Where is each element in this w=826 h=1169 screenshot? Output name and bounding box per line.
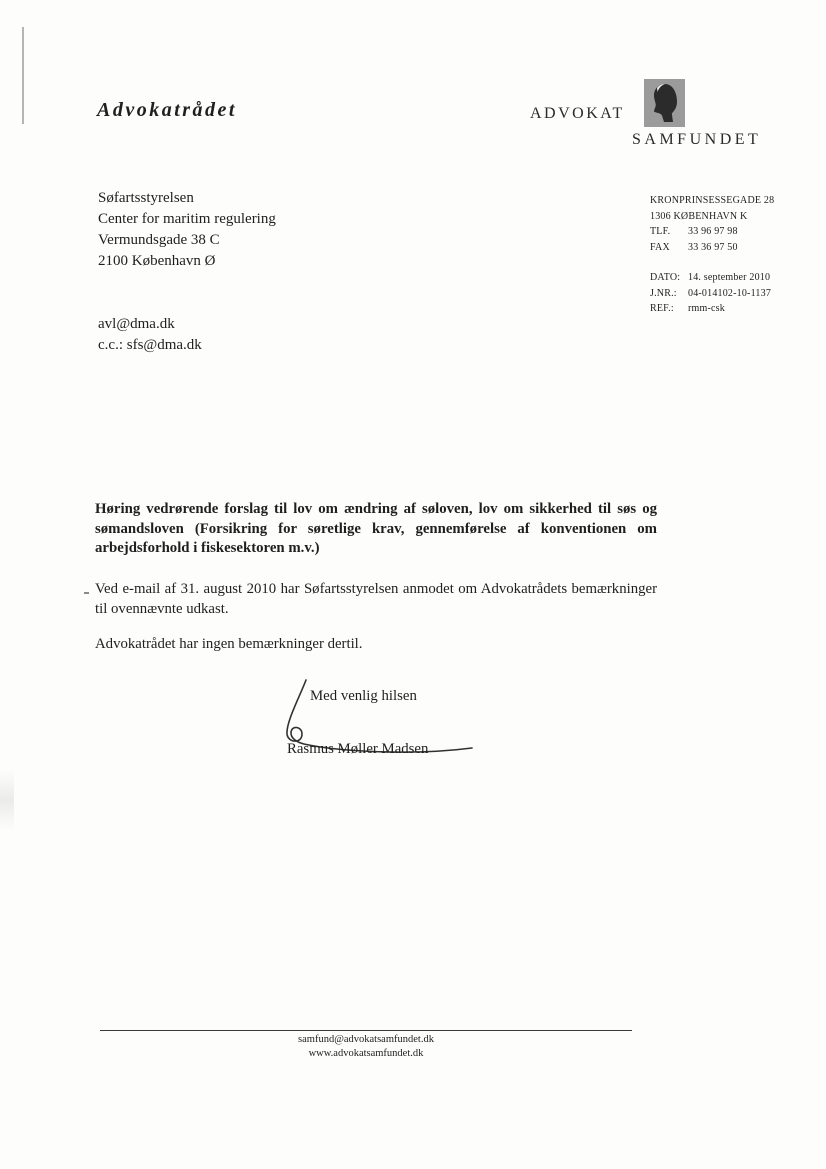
- advokatsamfundet-logo-icon: [644, 79, 685, 127]
- date-row: [650, 270, 774, 286]
- journal-number-row: [650, 286, 774, 302]
- fax-label: FAX: [650, 241, 670, 253]
- reference-row: [650, 301, 774, 317]
- phone-value: 33 96 97 98: [688, 226, 738, 237]
- email-line: avl@dma.dk: [98, 316, 175, 332]
- fax-value: 33 36 97 50: [688, 241, 738, 253]
- signer-name: Rasmus Møller Madsen: [287, 741, 429, 757]
- recipient-line: 2100 København Ø: [98, 253, 216, 269]
- recipient-address-block: [98, 188, 276, 272]
- sender-address-line: KRONPRINSESSEGADE 28: [650, 195, 775, 206]
- letter-closing: Med venlig hilsen: [310, 688, 417, 704]
- letter-paragraph: Ved e-mail af 31. august 2010 har Søfartsstyrelsen anmodet om Advokatrådets bemærkninger til ovennævnte udkast.: [95, 581, 657, 617]
- reference-value: rmm-csk: [688, 303, 725, 314]
- fax-row: [650, 240, 774, 256]
- date-label: DATO:: [650, 272, 681, 283]
- journal-number-label: J.NR.:: [650, 287, 677, 299]
- recipient-line: Center for maritim regulering: [98, 211, 276, 227]
- date-value: 14. september 2010: [688, 272, 771, 283]
- footer-block: [100, 1033, 632, 1061]
- recipient-line: Vermundsgade 38 C: [98, 232, 220, 248]
- contact-spacer: [650, 255, 774, 270]
- sender-contact-block: [650, 193, 774, 317]
- footer-email: samfund@advokatsamfundet.dk: [298, 1034, 434, 1045]
- logo-text-advokat: ADVOKAT: [530, 105, 625, 122]
- email-address-block: [98, 314, 202, 356]
- letter-subject: Høring vedrørende forslag til lov om ændring af søloven, lov om sikkerhed til søs og sømandsloven (Forsikring for søretlige krav, gennemførelse af konventionen om arbejdsforhold i fiskesektoren m.v.): [95, 501, 657, 556]
- letter-paragraph: Advokatrådet har ingen bemærkninger dertil.: [95, 636, 363, 652]
- reference-label: REF.:: [650, 303, 674, 314]
- journal-number-value: 04-014102-10-1137: [688, 287, 772, 299]
- footer-divider: [100, 1030, 632, 1031]
- scan-artifact-smudge: [0, 770, 14, 830]
- recipient-line: Søfartsstyrelsen: [98, 190, 194, 206]
- logo-text-samfundet: SAMFUNDET: [632, 131, 762, 148]
- phone-label: TLF.: [650, 226, 671, 237]
- scan-artifact-dot: [84, 592, 89, 594]
- brand-wordmark: Advokatrådet: [97, 99, 237, 121]
- footer-website: www.advokatsamfundet.dk: [308, 1048, 424, 1059]
- scan-artifact-line: [22, 27, 24, 124]
- cc-email-line: c.c.: sfs@dma.dk: [98, 337, 202, 353]
- sender-address-line: 1306 KØBENHAVN K: [650, 210, 748, 222]
- phone-row: [650, 224, 774, 240]
